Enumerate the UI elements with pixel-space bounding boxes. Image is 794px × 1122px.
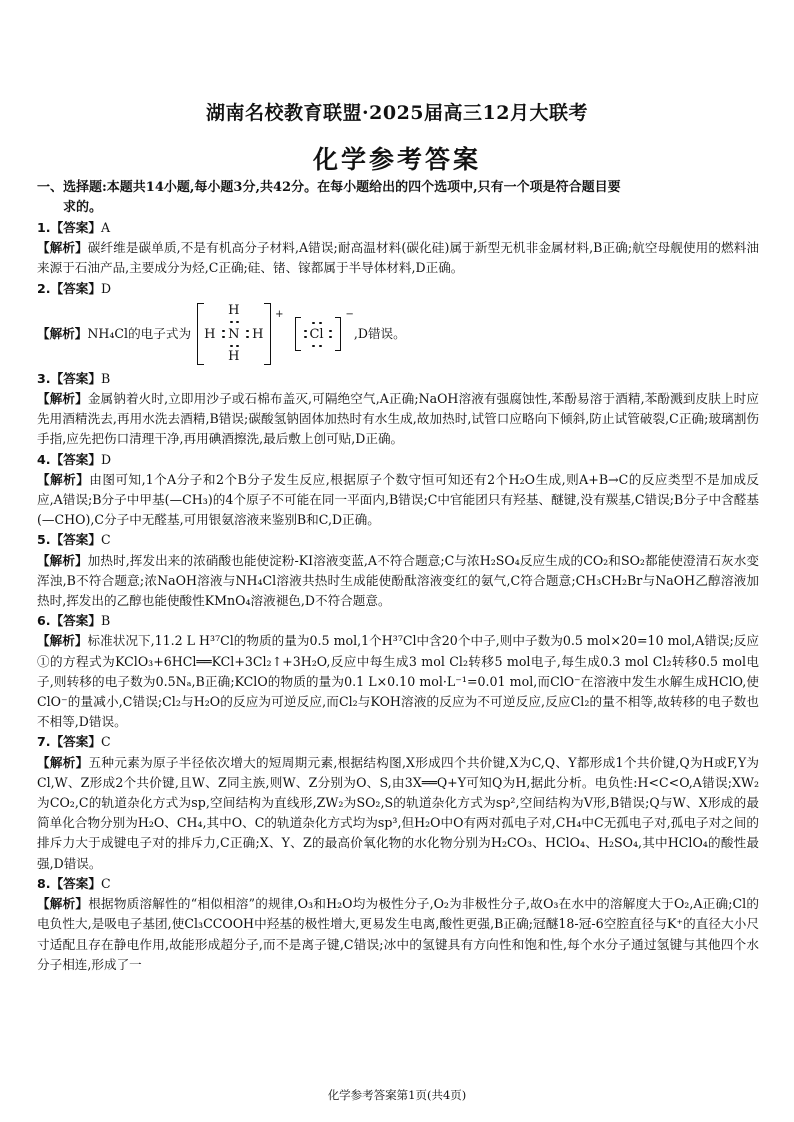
- question-number: 5.: [37, 532, 51, 548]
- explanation: [37, 389, 759, 450]
- answer-tag: 【答案】: [50, 220, 101, 235]
- answer-line: [37, 450, 759, 470]
- answer-tag: 【答案】: [50, 875, 101, 891]
- atom-cl: Cl: [309, 326, 324, 342]
- ammonium-electron-formula: [197, 303, 271, 365]
- atom-h-bottom: H: [228, 348, 240, 364]
- question-number: 7.: [37, 734, 51, 750]
- electron-formula-row: [37, 301, 759, 367]
- question-number: 3.: [37, 370, 51, 386]
- atom-n: N: [228, 326, 240, 342]
- answer-tag: 【答案】: [50, 370, 101, 386]
- answer-line: [37, 530, 759, 550]
- chloride-electron-formula: [295, 317, 341, 351]
- explanation: [37, 470, 759, 531]
- question-2: [37, 279, 759, 367]
- explanation-text: 加热时,挥发出来的浓硝酸也能使淀粉-KI溶液变蓝,A不符合题意;C与浓H₂SO₄反应生成的CO₂和SO₂都能使澄清石灰水变浑浊,B不符合题意;浓NaOH溶液与NH₄Cl溶液共热时生成能使酚酞溶液变红的氨气,C符合题意;CH₃CH₂Br与NaOH乙醇溶液加热时,挥发出的乙醇也能使酸性KMnO₄溶液褪色,D不符合题意。: [37, 552, 759, 609]
- explanation-tag: 【解析】: [37, 552, 88, 568]
- answer-tag: 【答案】: [50, 451, 101, 467]
- charge-minus: −: [345, 308, 354, 320]
- explanation-tag: 【解析】: [37, 240, 88, 256]
- document-title: 化学参考答案: [312, 145, 481, 174]
- explanation-text: 五种元素为原子半径依次增大的短周期元素,根据结构图,X形成四个共价键,X为C,Q、Y都形成1个共价键,Q为H或F,Y为Cl,W、Z形成2个共价键,且W、Z同主族,则W、Z分别为O、S,由3X══Q+Y可知Q为H,据此分析。电负性:H<C<O,A错误;XW₂为CO₂,C的轨道杂化方式为sp,空间结构为直线形,ZW₂为SO₂,S的轨道杂化方式为sp²,空间结构为V形,B错误;Q与W、X形成的最简单化合物分别为H₂O、CH₄,其中O、C的轨道杂化方式均为sp³,但H₂O中O有两对孤电子对,CH₄中C无孤电子对,孤电子对之间的排斥力大于成键电子对的排斥力,C正确;X、Y、Z的最高价氧化物的水化物分别为H₂CO₃、HClO₄、H₂SO₄,其中HClO₄的酸性最强,D错误。: [37, 754, 760, 871]
- explanation-text: 根据物质溶解性的“相似相溶”的规律,O₃和H₂O均为极性分子,O₂为非极性分子,故O₃在水中的溶解度大于O₂,A正确;Cl的电负性大,是吸电子基团,使Cl₃CCOOH中羟基的极性增大,更易发生电离,酸性更强,B正确;冠醚18-冠-6空腔直径与K⁺的直径大小尺寸适配且存在静电作用,故能形成超分子,而不是离子键,C错误;冰中的氢键具有方向性和饱和性,每个水分子通过氢键与其他四个水分子相连,形成了一: [37, 896, 759, 972]
- section-heading-line1: 一、选择题:本题共14小题,每小题3分,共42分。在每小题给出的四个选项中,只有一个项是符合题目要: [37, 180, 621, 195]
- question-number: 4.: [37, 451, 51, 467]
- explanation-tag: 【解析】: [37, 391, 88, 407]
- question-4: [37, 450, 759, 531]
- answer-content: [37, 178, 759, 975]
- answer-line: [37, 218, 759, 238]
- atom-h-top: H: [228, 302, 240, 318]
- answer-line: [37, 874, 759, 894]
- answer-value: B: [100, 370, 111, 386]
- answer-value: C: [100, 875, 111, 891]
- explanation-text: 标准状况下,11.2 L H³⁷Cl的物质的量为0.5 mol,1个H³⁷Cl中含20个中子,则中子数为0.5 mol×20=10 mol,A错误;反应①的方程式为KClO₃+6HCl══KCl+3Cl₂↑+3H₂O,反应中每生成3 mol Cl₂转移5 mol电子,每生成0.3 mol Cl₂转移0.5 mol电子,则转移的电子数为0.5Nₐ,B正确;KClO的物质的量为0.1 L×0.10 mol·L⁻¹=0.01 mol,而ClO⁻在溶液中发生水解生成HClO,使ClO⁻的量减小,C错误;Cl₂与H₂O的反应为可逆反应,而Cl₂与KOH溶液的反应为不可逆反应,反应Cl₂的量不相等,故转移的电子数也不相等,D错误。: [37, 633, 759, 730]
- explanation-tag: 【解析】: [37, 325, 88, 341]
- section-heading: [37, 178, 759, 218]
- answer-line: [37, 369, 759, 389]
- explanation: [37, 551, 759, 612]
- page-footer: 化学参考答案第1页(共4页): [327, 1088, 467, 1102]
- answer-tag: 【答案】: [50, 613, 101, 629]
- answer-tag: 【答案】: [50, 280, 101, 296]
- explanation-tag: 【解析】: [37, 896, 89, 912]
- question-3: [37, 369, 759, 450]
- question-1: [37, 218, 759, 279]
- explanation-text-end: ,D错误。: [353, 325, 406, 341]
- question-number: 1.: [37, 220, 51, 235]
- explanation-tag: 【解析】: [37, 633, 88, 649]
- explanation-tag: 【解析】: [37, 471, 90, 487]
- explanation: [37, 238, 759, 278]
- answer-tag: 【答案】: [50, 532, 101, 548]
- answer-value: C: [100, 532, 111, 548]
- explanation-text: NH₄Cl的电子式为: [87, 325, 192, 341]
- question-8: [37, 874, 759, 975]
- explanation-tag: 【解析】: [37, 754, 89, 770]
- explanation-text: 金属钠着火时,立即用沙子或石棉布盖灭,可隔绝空气,A正确;NaOH溶液有强腐蚀性,苯酚易溶于酒精,苯酚溅到皮肤上时应先用酒精洗去,再用水洗去酒精,B错误;碳酸氢钠固体加热时有水生成,故加热时,试管口应略向下倾斜,防止试管破裂,C正确;玻璃割伤手指,应先把伤口清理干净,再用碘酒擦洗,最后敷上创可贴,D正确。: [37, 391, 759, 447]
- answer-line: [37, 732, 759, 752]
- charge-plus: +: [275, 308, 284, 320]
- explanation-text: 由图可知,1个A分子和2个B分子发生反应,根据原子个数守恒可知还有2个H₂O生成,则A+B→C的反应类型不是加成反应,A错误;B分子中甲基(—CH₃)的4个原子不可能在同一平面内,B错误;C中官能团只有羟基、醚键,没有羰基,C错误;B分子中含醛基(—CHO),C分子中无醛基,可用银氨溶液来鉴别B和C,D正确。: [37, 471, 760, 528]
- explanation-text: 碳纤维是碳单质,不是有机高分子材料,A错误;耐高温材料(碳化硅)属于新型无机非金属材料,B正确;航空母舰使用的燃料油来源于石油产品,主要成分为烃,C正确;硅、锗、镓都属于半导体材料,D正确。: [37, 240, 760, 276]
- answer-value: D: [100, 280, 112, 296]
- answer-value: A: [100, 220, 111, 235]
- explanation: [37, 894, 759, 975]
- atom-h-right: H: [252, 326, 264, 342]
- answer-value: C: [100, 734, 111, 750]
- answer-value: B: [100, 613, 111, 629]
- section-heading-line2: 求的。: [63, 200, 103, 215]
- question-number: 6.: [37, 613, 51, 629]
- answer-tag: 【答案】: [50, 734, 101, 750]
- answer-value: D: [100, 451, 112, 467]
- question-7: [37, 732, 759, 873]
- explanation: [37, 631, 759, 732]
- answer-line: [37, 611, 759, 631]
- exam-title: 湖南名校教育联盟·2025届高三12月大联考: [206, 102, 588, 124]
- answer-line: [37, 279, 759, 299]
- explanation: [37, 753, 759, 874]
- atom-h-left: H: [204, 326, 216, 342]
- question-5: [37, 530, 759, 611]
- question-number: 2.: [37, 280, 51, 296]
- question-6: [37, 611, 759, 732]
- question-number: 8.: [37, 875, 51, 891]
